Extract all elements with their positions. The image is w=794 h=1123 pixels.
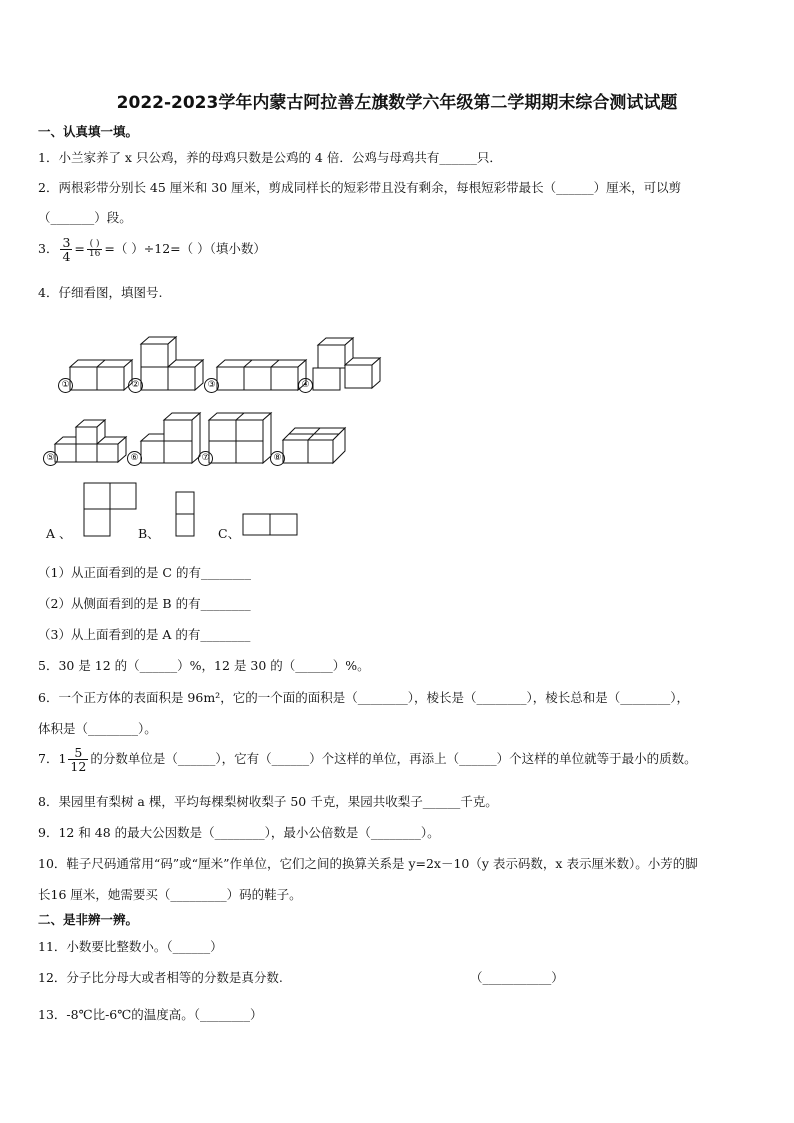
fraction-numerator: 3: [62, 235, 71, 250]
fraction-5-12: [68, 746, 88, 773]
question-10-line-1: 10．鞋子尺码通常用“码”或“厘米”作单位，它们之间的换算关系是 y=2x－10（y 表示码数，x 表示厘米数）。小芳的脚: [38, 856, 698, 871]
page-title: 2022-2023学年内蒙古阿拉善左旗数学六年级第二学期期末综合测试试题: [116, 93, 678, 113]
option-b-shape: [176, 492, 194, 536]
option-a-label: A 、: [46, 526, 72, 541]
question-12-answer-blank: （___________）: [470, 970, 564, 985]
figure-5-cubes: [55, 420, 126, 462]
fraction-denominator: 16: [88, 249, 101, 260]
fraction-numerator: ( ): [87, 240, 102, 250]
fraction-numerator: 5: [68, 746, 88, 760]
equals-sign: =: [74, 241, 85, 257]
fraction-denominator: 4: [62, 249, 71, 265]
option-c-label: C、: [218, 526, 241, 541]
question-8: 8．果园里有梨树 a 棵，平均每棵梨树收梨子 50 千克，果园共收梨子______千克。: [38, 794, 498, 809]
question-1: 1．小兰家养了 x 只公鸡，养的母鸡只数是公鸡的 4 倍．公鸡与母鸡共有______只．: [38, 150, 502, 165]
question-3-rest: =（ ）÷12=（ ）（填小数）: [104, 241, 266, 257]
question-13: 13．-8℃比-6℃的温度高。（________）: [38, 1007, 263, 1022]
figure-label-2: ②: [128, 378, 143, 393]
figure-4-cubes: [313, 338, 380, 390]
figure-label-8: ⑧: [270, 451, 285, 466]
question-11: 11．小数要比整数小。（______）: [38, 939, 223, 954]
section-heading-1: 一、认真填一填。: [38, 124, 139, 139]
question-3-prefix: 3．: [38, 241, 59, 257]
question-4-1: （1）从正面看到的是 C 的有________: [38, 565, 251, 580]
figure-8-cubes: [283, 428, 345, 463]
question-5: 5．30 是 12 的（______）%，12 是 30 的（______）%。: [38, 658, 370, 673]
question-7: [38, 746, 697, 773]
figure-label-7: ⑦: [198, 451, 213, 466]
question-4-3: （3）从上面看到的是 A 的有________: [38, 627, 251, 642]
question-4: 4．仔细看图，填图号.: [38, 285, 163, 300]
figure-2-cubes: [141, 337, 203, 390]
figure-label-6: ⑥: [127, 451, 142, 466]
question-7-prefix: 7．1: [38, 751, 67, 767]
question-7-rest: 的分数单位是（______），它有（______）个这样的单位，再添上（______）个这样的单位就等于最小的质数。: [90, 751, 697, 767]
figure-label-5: ⑤: [43, 451, 58, 466]
figure-label-3: ③: [204, 378, 219, 393]
fraction-denominator: 12: [70, 759, 87, 775]
question-4-2: （2）从侧面看到的是 B 的有________: [38, 596, 251, 611]
section-heading-2: 二、是非辨一辨。: [38, 912, 139, 927]
cube-figures: [0, 0, 794, 560]
question-12: 12．分子比分母大或者相等的分数是真分数.: [38, 970, 283, 985]
question-2-line-2: （_______）段。: [38, 210, 132, 225]
figure-3-cubes: [217, 360, 306, 390]
figure-1-cubes: [70, 360, 132, 390]
figure-label-4: ④: [298, 378, 313, 393]
question-10-line-2: 长16 厘米，她需要买（_________）码的鞋子。: [38, 887, 302, 902]
option-a-shape: [84, 483, 136, 536]
figure-6-cubes: [141, 413, 200, 463]
option-b-label: B、: [138, 526, 160, 541]
figure-7-cubes: [209, 413, 271, 463]
question-2-line-1: 2．两根彩带分别长 45 厘米和 30 厘米，剪成同样长的短彩带且没有剩余，每根短彩带最长（______）厘米，可以剪: [38, 180, 682, 195]
figure-label-1: ①: [58, 378, 73, 393]
question-6-line-2: 体积是（________）。: [38, 721, 157, 736]
question-9: 9．12 和 48 的最大公因数是（________），最小公倍数是（________）。: [38, 825, 440, 840]
question-6-line-1: 6．一个正方体的表面积是 96m²，它的一个面的面积是（________），棱长是（________），棱长总和是（________），: [38, 690, 689, 705]
option-c-shape: [243, 514, 297, 535]
